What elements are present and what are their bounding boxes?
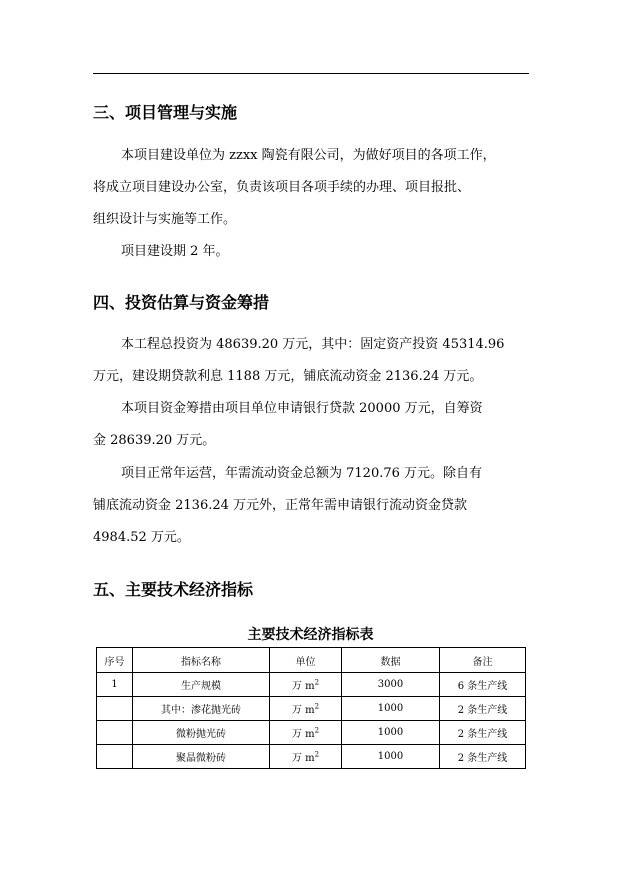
section-4-heading: 四、投资估算与资金筹措	[93, 293, 270, 312]
cell-no: 1	[97, 673, 133, 697]
section-3-para1-line1: 本项目建设单位为 zzxx 陶瓷有限公司，为做好项目的各项工作，	[121, 148, 496, 163]
unit-sup: 2	[314, 750, 320, 759]
section-5-heading: 五、主要技术经济指标	[93, 580, 254, 599]
section-3-heading: 三、项目管理与实施	[93, 103, 238, 122]
table-title: 主要技术经济指标表	[247, 627, 374, 643]
cell-no	[97, 721, 133, 745]
cell-name: 其中：渗花抛光砖	[133, 697, 270, 721]
cell-name: 微粉抛光砖	[133, 721, 270, 745]
section-4-para1-line2: 万元，建设期贷款利息 1188 万元，铺底流动资金 2136.24 万元。	[93, 369, 483, 384]
cell-no	[97, 697, 133, 721]
table-row	[97, 721, 526, 745]
section-4-para3-line3: 4984.52 万元。	[93, 530, 190, 545]
cell-name: 生产规模	[133, 673, 270, 697]
cell-value: 1000	[342, 697, 440, 721]
header-rule	[93, 73, 529, 74]
unit-sup: 2	[314, 702, 320, 711]
unit-sup: 2	[314, 726, 320, 735]
cell-unit	[270, 697, 342, 721]
cell-value: 1000	[342, 721, 440, 745]
table-row	[97, 745, 526, 769]
header-note: 备注	[440, 648, 526, 673]
cell-unit	[270, 745, 342, 769]
section-4-para3-line1: 项目正常年运营，年需流动资金总额为 7120.76 万元。除自有	[121, 466, 483, 481]
unit-base: 万 m	[291, 753, 315, 764]
section-4-para2-line1: 本项目资金筹措由项目单位申请银行贷款 20000 万元，自筹资	[121, 401, 483, 416]
cell-unit	[270, 721, 342, 745]
header-value: 数据	[342, 648, 440, 673]
section-3-para2: 项目建设期 2 年。	[121, 244, 229, 259]
unit-base: 万 m	[291, 681, 315, 692]
cell-no	[97, 745, 133, 769]
section-4-para2-line2: 金 28639.20 万元。	[93, 433, 216, 448]
header-name: 指标名称	[133, 648, 270, 673]
cell-note: 6 条生产线	[440, 673, 526, 697]
unit-sup: 2	[314, 678, 320, 687]
cell-name: 聚晶微粉砖	[133, 745, 270, 769]
table-row	[97, 697, 526, 721]
section-4-para3-line2: 铺底流动资金 2136.24 万元外，正常年需申请银行流动资金贷款	[93, 498, 468, 513]
cell-note: 2 条生产线	[440, 745, 526, 769]
cell-note: 2 条生产线	[440, 697, 526, 721]
cell-value: 3000	[342, 673, 440, 697]
unit-base: 万 m	[291, 729, 315, 740]
section-4-para1-line1: 本工程总投资为 48639.20 万元，其中：固定资产投资 45314.96	[121, 337, 505, 352]
unit-base: 万 m	[291, 705, 315, 716]
cell-value: 1000	[342, 745, 440, 769]
header-unit: 单位	[270, 648, 342, 673]
indicators-table	[96, 647, 526, 769]
section-3-para1-line2: 将成立项目建设办公室，负责该项目各项手续的办理、项目报批、	[93, 180, 471, 195]
cell-note: 2 条生产线	[440, 721, 526, 745]
section-3-para1-line3: 组织设计与实施等工作。	[93, 212, 237, 227]
header-no: 序号	[97, 648, 133, 673]
cell-unit	[270, 673, 342, 697]
table-row	[97, 673, 526, 697]
table-header-row	[97, 648, 526, 673]
